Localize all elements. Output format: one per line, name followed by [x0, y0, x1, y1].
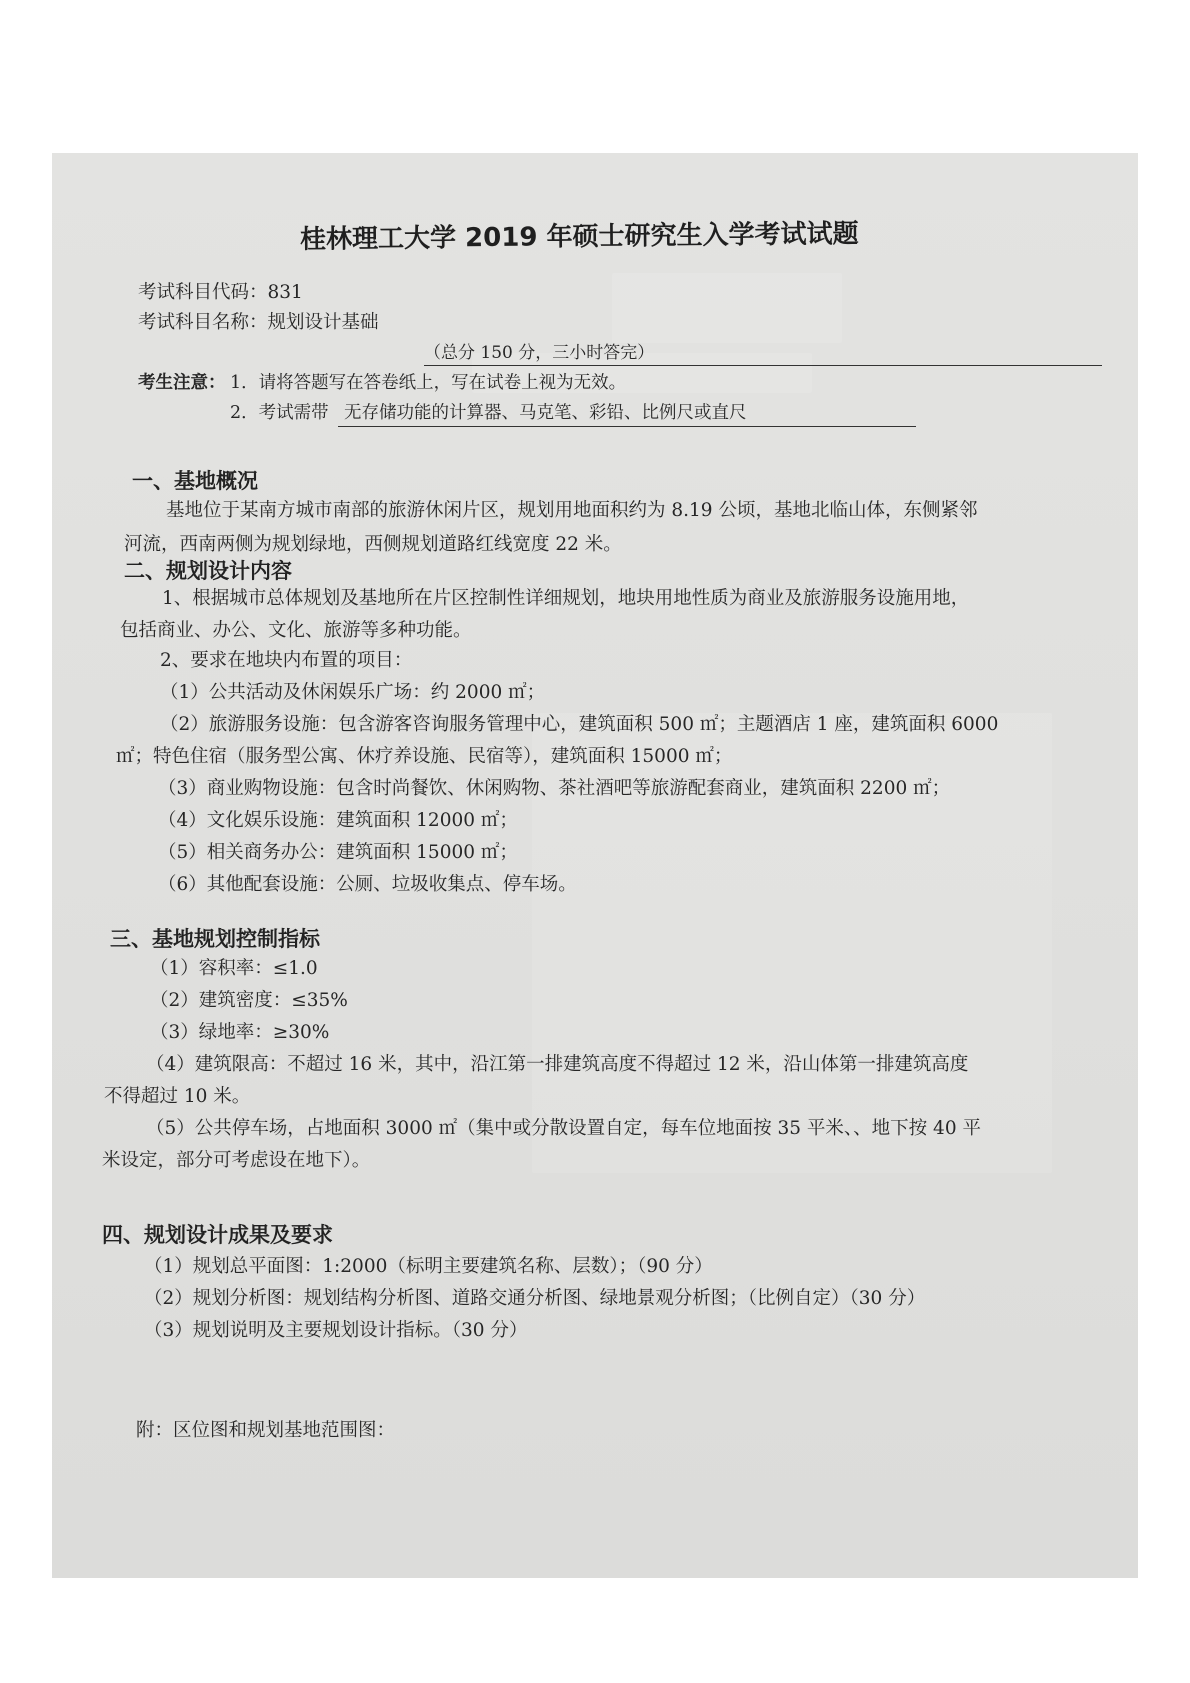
section-1-p1-line2: 河流，西南两侧为规划绿地，西侧规划道路红线宽度 22 米。: [124, 534, 622, 555]
section-2-heading: 二、规划设计内容: [124, 559, 292, 583]
section-4-r3: （3）规划说明及主要规划设计指标。（30 分）: [144, 1320, 528, 1341]
score-underline: [424, 365, 1102, 366]
notice-1: 1．请将答题写在答卷纸上，写在试卷上视为无效。: [230, 373, 627, 393]
section-2-item2: 2、要求在地块内布置的项目：: [160, 650, 413, 671]
section-3-heading: 三、基地规划控制指标: [110, 927, 320, 951]
section-2-sub3: （3）商业购物设施：包含时尚餐饮、休闲购物、茶社酒吧等旅游配套商业，建筑面积 2200 ㎡；: [158, 778, 951, 799]
appendix-label: 附：区位图和规划基地范围图：: [136, 1420, 396, 1441]
section-3-c5-line1: （5）公共停车场，占地面积 3000 ㎡（集中或分散设置自定，每车位地面按 35 平米、、地下按 40 平: [146, 1118, 981, 1139]
section-3-c4-line1: （4）建筑限高：不超过 16 米，其中，沿江第一排建筑高度不得超过 12 米，沿山体第一排建筑高度: [146, 1054, 969, 1075]
notice-underline: [338, 426, 916, 427]
section-2-sub1: （1）公共活动及休闲娱乐广场：约 2000 ㎡；: [160, 682, 546, 703]
section-3-c3: （3）绿地率：≥30%: [150, 1022, 330, 1043]
subject-name: 考试科目名称：规划设计基础: [138, 312, 379, 333]
section-2-sub2-line1: （2）旅游服务设施：包含游客咨询服务管理中心，建筑面积 500 ㎡；主题酒店 1 座，建筑面积 6000: [160, 714, 999, 735]
section-4-r2: （2）规划分析图：规划结构分析图、道路交通分析图、绿地景观分析图；（比例自定）（30 分）: [144, 1288, 926, 1309]
notice-2-prefix: 2．考试需带: [230, 403, 329, 423]
section-2-item1-line2: 包括商业、办公、文化、旅游等多种功能。: [120, 620, 472, 641]
section-3-c5-line2: 米设定，部分可考虑设在地下）。: [102, 1150, 371, 1171]
exam-paper-photo: [52, 153, 1138, 1578]
exam-title: 桂林理工大学 2019 年硕士研究生入学考试试题: [299, 219, 859, 255]
score-time: （总分 150 分，三小时答完）: [424, 343, 655, 363]
section-3-c2: （2）建筑密度：≤35%: [150, 990, 348, 1011]
section-2-sub2-line2: ㎡；特色住宿（服务型公寓、休疗养设施、民宿等），建筑面积 15000 ㎡；: [116, 746, 733, 767]
notice-2-items: 无存储功能的计算器、马克笔、彩铅、比例尺或直尺: [344, 403, 747, 423]
section-2-sub5: （5）相关商务办公：建筑面积 15000 ㎡；: [158, 842, 518, 863]
section-2-sub4: （4）文化娱乐设施：建筑面积 12000 ㎡；: [158, 810, 518, 831]
section-2-sub6: （6）其他配套设施：公厕、垃圾收集点、停车场。: [158, 874, 577, 895]
section-4-r1: （1）规划总平面图：1:2000（标明主要建筑名称、层数）；（90 分）: [144, 1256, 713, 1277]
section-3-c1: （1）容积率：≤1.0: [150, 958, 318, 979]
subject-code: 考试科目代码：831: [138, 282, 303, 303]
section-1-heading: 一、基地概况: [132, 469, 258, 493]
section-3-c4-line2: 不得超过 10 米。: [104, 1086, 251, 1107]
section-2-item1-line1: 1、根据城市总体规划及基地所在片区控制性详细规划，地块用地性质为商业及旅游服务设施用地，: [162, 588, 970, 609]
section-4-heading: 四、规划设计成果及要求: [102, 1223, 333, 1247]
show-through-shape: [612, 273, 842, 343]
section-1-p1-line1: 基地位于某南方城市南部的旅游休闲片区，规划用地面积约为 8.19 公顷，基地北临山体，东侧紧邻: [166, 500, 978, 521]
notice-label: 考生注意：: [138, 373, 226, 393]
